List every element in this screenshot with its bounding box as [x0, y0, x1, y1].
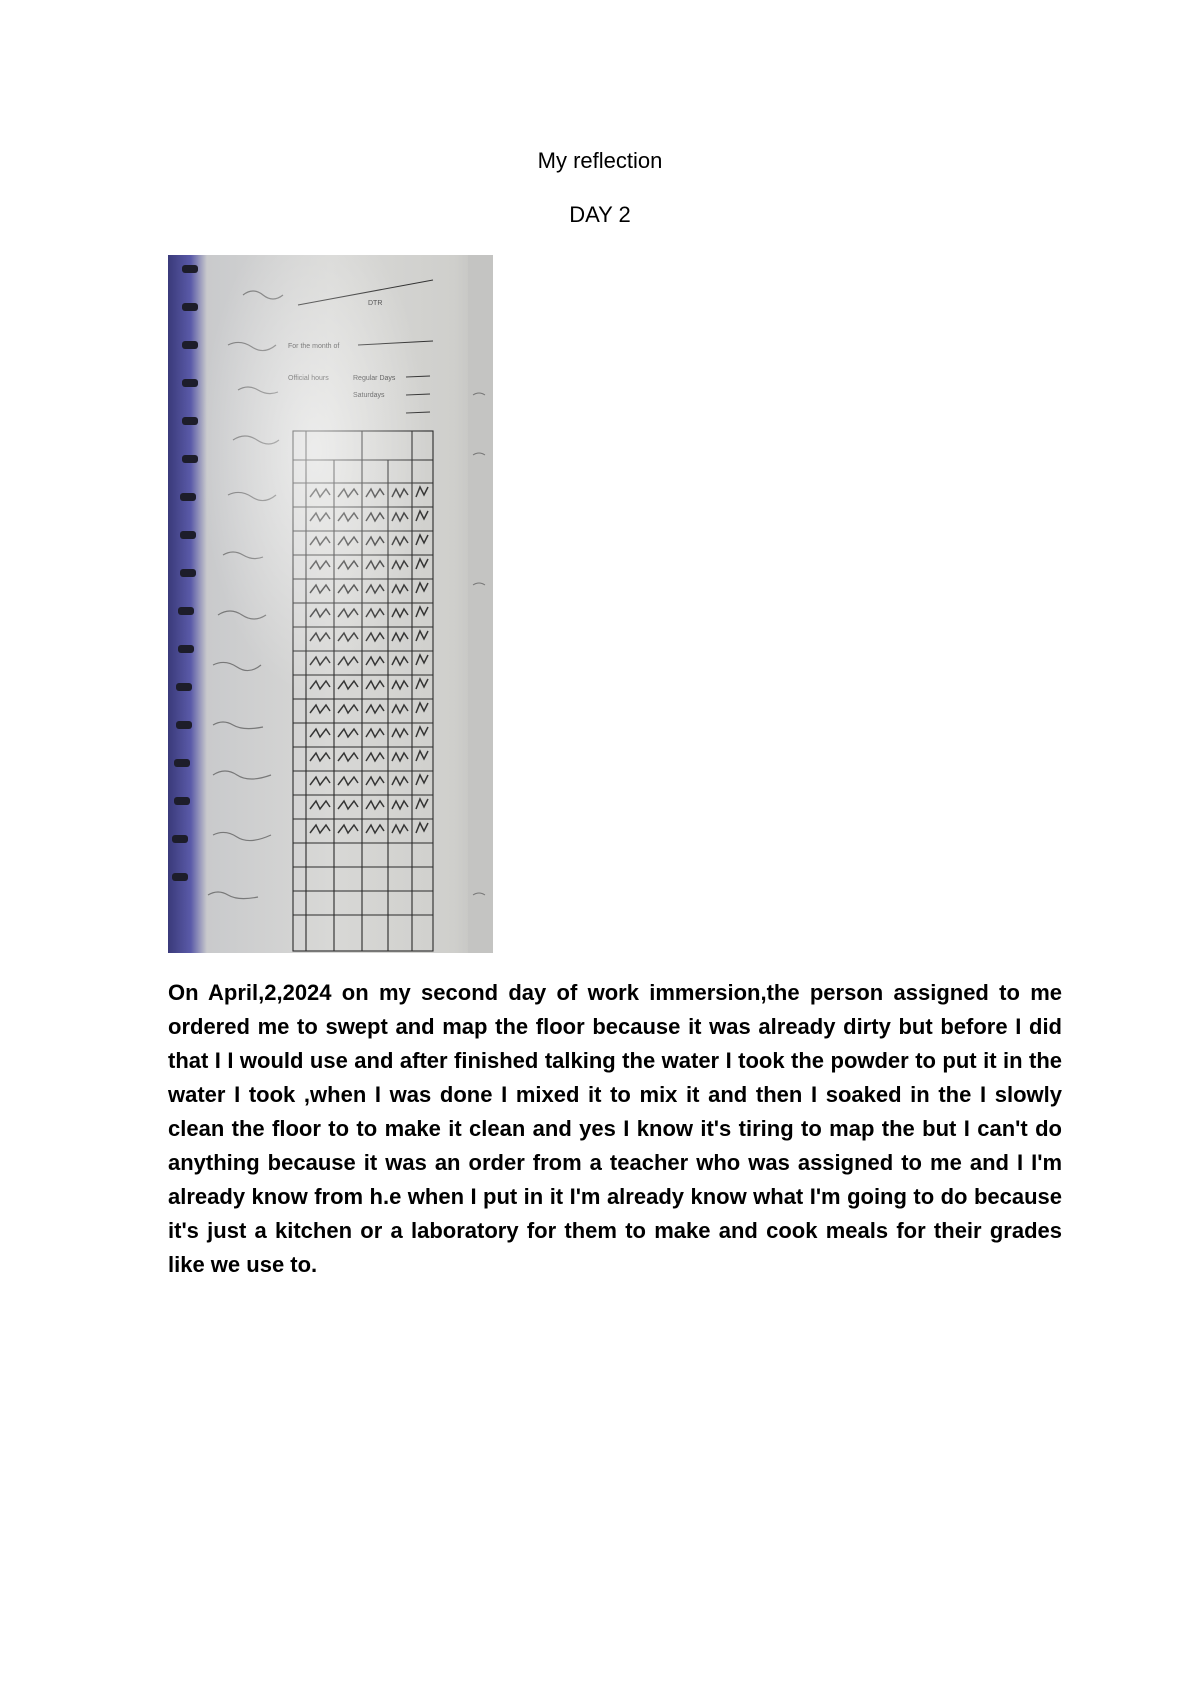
attendance-sheet-photo [168, 255, 493, 953]
reflection-paragraph: On April,2,2024 on my second day of work immersion,the person assigned to me ordered me to swept and map the floor because it was already dirty but before I did that I I would use and after finished talking the water I took the powder to put it in the water I took ,when I was done I mixed it to mix it and then I soaked in the I slowly clean the floor to to make it clean and yes I know it's tiring to map the but I can't do anything because it was an order from a teacher who was assigned to me and I I'm already know from h.e when I put in it I'm already know what I'm going to do because it's just a kitchen or a laboratory for them to make and cook meals for their grades like we use to. [168, 980, 1062, 1277]
document-title: My reflection [537, 148, 663, 173]
document-subtitle: DAY 2 [569, 202, 631, 227]
